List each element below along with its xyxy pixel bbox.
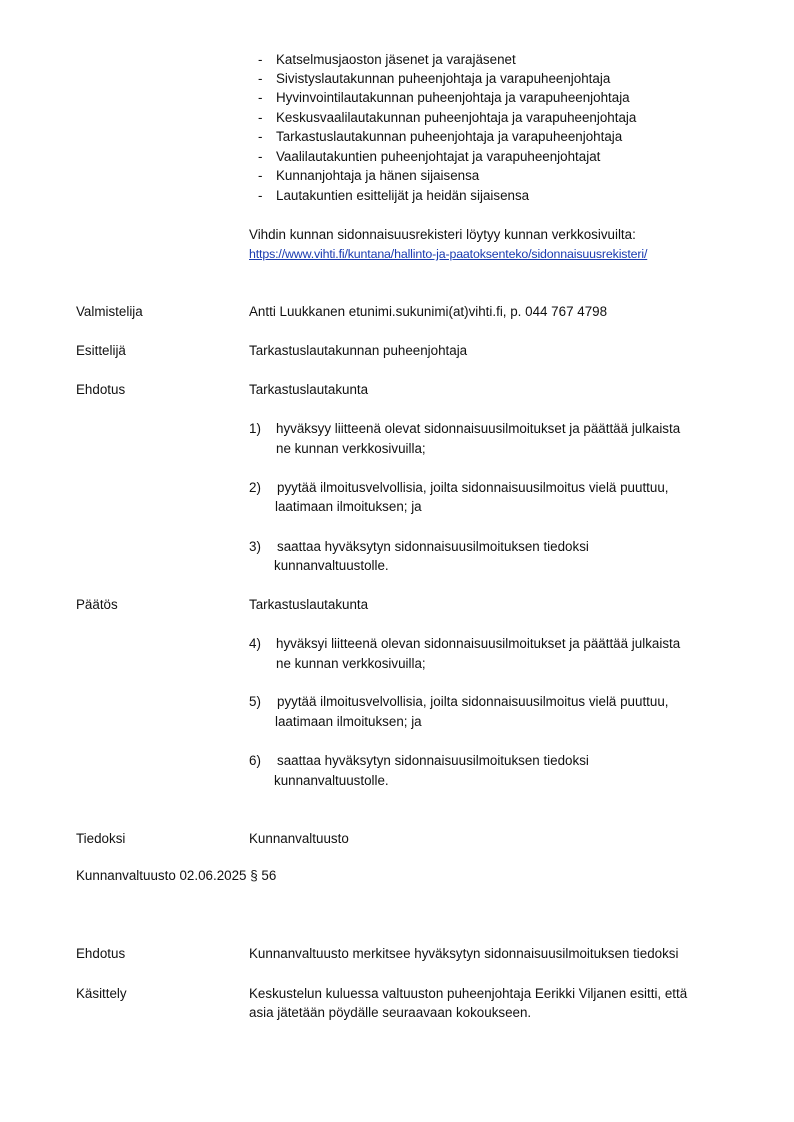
item-number: 1) bbox=[249, 421, 261, 436]
item-text-continued: kunnanvaltuustolle. bbox=[274, 558, 389, 573]
item-text-continued: laatimaan ilmoituksen; ja bbox=[275, 714, 422, 729]
item-text-continued: laatimaan ilmoituksen; ja bbox=[275, 499, 422, 514]
esittelija-value: Tarkastuslautakunnan puheenjohtaja bbox=[249, 343, 468, 358]
valmistelija-label: Valmistelija bbox=[76, 304, 143, 319]
bullet-marker: - bbox=[258, 168, 263, 183]
bullet-marker: - bbox=[258, 149, 263, 164]
bullet-marker: - bbox=[258, 52, 263, 67]
bullet-marker: - bbox=[258, 188, 263, 203]
paatos-body: Tarkastuslautakunta bbox=[249, 597, 369, 612]
item-text: saattaa hyväksytyn sidonnaisuusilmoituksen tiedoksi bbox=[277, 539, 589, 554]
item-text: pyytää ilmoitusvelvollisia, joilta sidonnaisuusilmoitus vielä puuttuu, bbox=[277, 480, 669, 495]
bullet-text: Keskusvaalilautakunnan puheenjohtaja ja varapuheenjohtaja bbox=[276, 110, 637, 125]
register-link[interactable]: https://www.vihti.fi/kuntana/hallinto-ja-paatoksenteko/sidonnaisuusrekisteri/ bbox=[249, 247, 648, 261]
bullet-text: Tarkastuslautakunnan puheenjohtaja ja varapuheenjohtaja bbox=[276, 129, 623, 144]
bullet-marker: - bbox=[258, 90, 263, 105]
ehdotus-label: Ehdotus bbox=[76, 946, 126, 961]
item-number: 6) bbox=[249, 753, 261, 768]
item-number: 4) bbox=[249, 636, 261, 651]
bullet-text: Lautakuntien esittelijät ja heidän sijaisensa bbox=[276, 188, 530, 203]
esittelija-label: Esittelijä bbox=[76, 343, 126, 358]
bullet-marker: - bbox=[258, 71, 263, 86]
bullet-text: Sivistyslautakunnan puheenjohtaja ja varapuheenjohtaja bbox=[276, 71, 611, 86]
kasittely-text-continued: asia jätetään pöydälle seuraavaan kokoukseen. bbox=[249, 1005, 532, 1020]
item-text-continued: kunnanvaltuustolle. bbox=[274, 773, 389, 788]
bullet-text: Hyvinvointilautakunnan puheenjohtaja ja varapuheenjohtaja bbox=[276, 90, 630, 105]
bullet-text: Katselmusjaoston jäsenet ja varajäsenet bbox=[276, 52, 516, 67]
bullet-marker: - bbox=[258, 110, 263, 125]
kasittely-text: Keskustelun kuluessa valtuuston puheenjohtaja Eerikki Viljanen esitti, että bbox=[249, 986, 688, 1001]
tiedoksi-value: Kunnanvaltuusto bbox=[249, 831, 349, 846]
ehdotus-label: Ehdotus bbox=[76, 382, 126, 397]
ehdotus-value: Kunnanvaltuusto merkitsee hyväksytyn sidonnaisuusilmoituksen tiedoksi bbox=[249, 946, 679, 961]
ehdotus-body: Tarkastuslautakunta bbox=[249, 382, 369, 397]
item-text: hyväksyi liitteenä olevan sidonnaisuusilmoitukset ja päättää julkaista bbox=[276, 636, 681, 651]
item-text: hyväksyy liitteenä olevat sidonnaisuusilmoitukset ja päättää julkaista bbox=[276, 421, 681, 436]
kasittely-label: Käsittely bbox=[76, 986, 127, 1001]
tiedoksi-label: Tiedoksi bbox=[76, 831, 126, 846]
item-text-continued: ne kunnan verkkosivuilla; bbox=[276, 656, 426, 671]
bullet-text: Vaalilautakuntien puheenjohtajat ja varapuheenjohtajat bbox=[276, 149, 601, 164]
section-heading: Kunnanvaltuusto 02.06.2025 § 56 bbox=[76, 868, 277, 883]
item-text: pyytää ilmoitusvelvollisia, joilta sidonnaisuusilmoitus vielä puuttuu, bbox=[277, 694, 669, 709]
valmistelija-value: Antti Luukkanen etunimi.sukunimi(at)vihti.fi, p. 044 767 4798 bbox=[249, 304, 608, 319]
item-number: 2) bbox=[249, 480, 261, 495]
item-text: saattaa hyväksytyn sidonnaisuusilmoituksen tiedoksi bbox=[277, 753, 589, 768]
item-text-continued: ne kunnan verkkosivuilla; bbox=[276, 441, 426, 456]
register-text: Vihdin kunnan sidonnaisuusrekisteri löytyy kunnan verkkosivuilta: bbox=[249, 227, 636, 242]
bullet-marker: - bbox=[258, 129, 263, 144]
paatos-label: Päätös bbox=[76, 597, 118, 612]
bullet-text: Kunnanjohtaja ja hänen sijaisensa bbox=[276, 168, 480, 183]
item-number: 3) bbox=[249, 539, 261, 554]
item-number: 5) bbox=[249, 694, 261, 709]
